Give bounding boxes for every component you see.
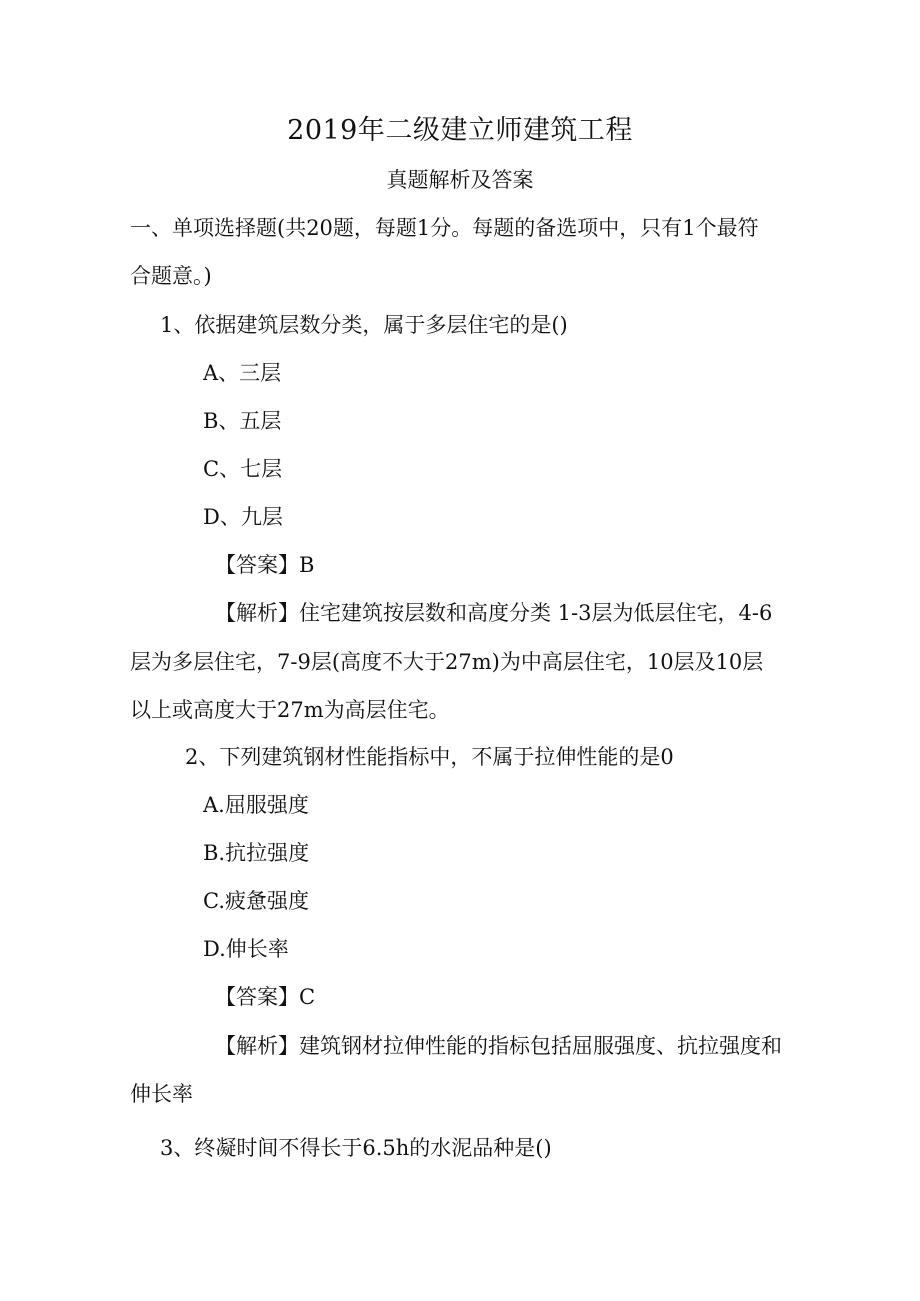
q2-option-c: C.疲惫强度 xyxy=(203,889,309,913)
section-intro-line-2: 合题意。) xyxy=(130,264,212,288)
q1-analysis-line-1: 【解析】住宅建筑按层数和高度分类 1-3层为低层住宅，4-6 xyxy=(215,601,773,625)
q1-option-b: B、五层 xyxy=(203,409,282,433)
question-1: 1、依据建筑层数分类，属于多层住宅的是() xyxy=(160,313,568,337)
q1-analysis-line-3: 以上或高度大于27m为高层住宅。 xyxy=(130,698,450,722)
section-intro-line-1: 一、单项选择题(共20题，每题1分。每题的备选项中，只有1个最符 xyxy=(130,216,759,240)
document-title: 2019年二级建立师建筑工程 xyxy=(287,115,633,146)
q1-option-a: A、三层 xyxy=(203,361,282,385)
document-subtitle: 真题解析及答案 xyxy=(386,168,534,192)
q2-analysis-line-2: 伸长率 xyxy=(130,1082,193,1106)
q2-option-d: D.伸长率 xyxy=(203,937,289,961)
q1-option-c: C、七层 xyxy=(203,457,283,481)
q1-analysis-line-2: 层为多层住宅，7-9层(高度不大于27m)为中高层住宅，10层及10层 xyxy=(130,650,764,674)
question-2: 2、下列建筑钢材性能指标中，不属于拉伸性能的是0 xyxy=(185,745,674,769)
q1-answer: 【答案】B xyxy=(215,553,315,577)
q2-option-a: A.屈服强度 xyxy=(203,793,309,817)
q2-answer: 【答案】C xyxy=(215,985,316,1009)
q2-option-b: B.抗拉强度 xyxy=(203,841,310,865)
question-3: 3、终凝时间不得长于6.5h的水泥品种是() xyxy=(160,1136,552,1160)
q1-option-d: D、九层 xyxy=(203,505,283,529)
q2-analysis-line-1: 【解析】建筑钢材拉伸性能的指标包括屈服强度、抗拉强度和 xyxy=(215,1034,782,1058)
